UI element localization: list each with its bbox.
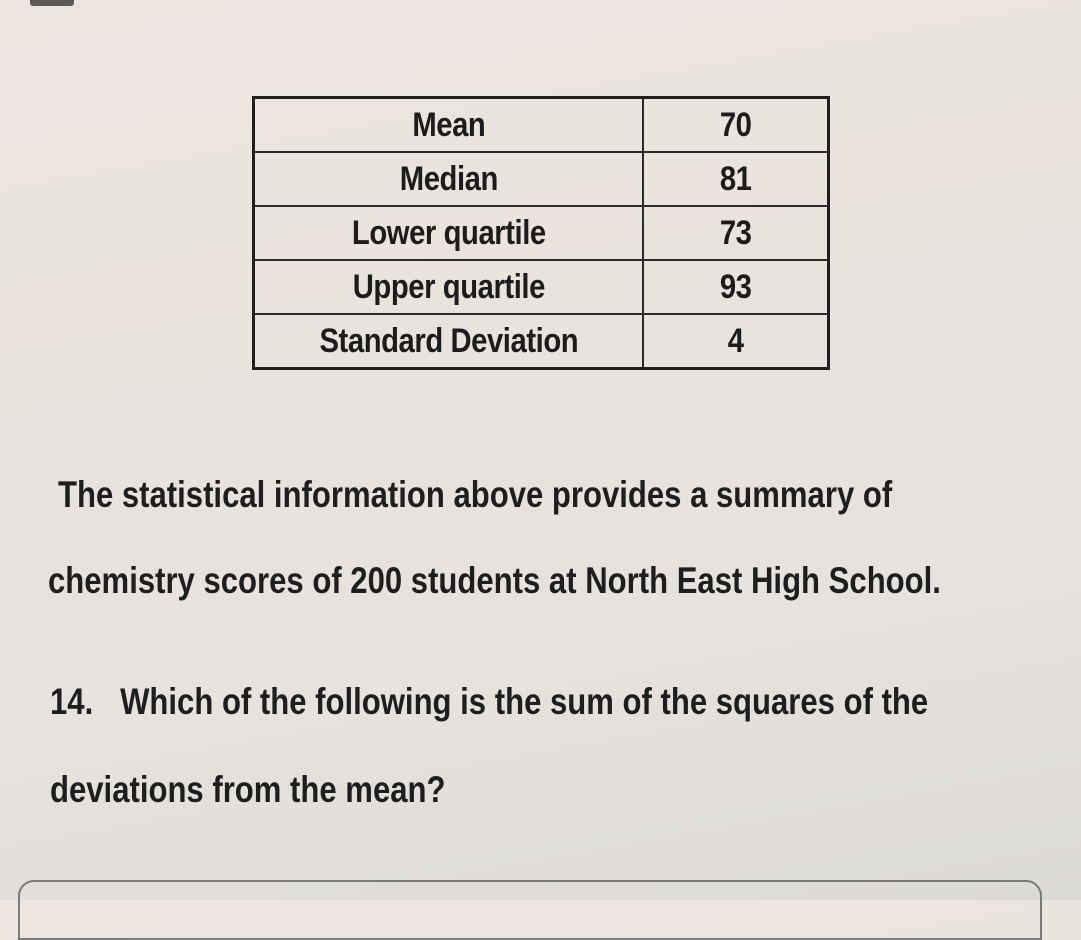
table-row (254, 152, 829, 206)
question-text-1: Which of the following is the sum of the squares of the (120, 681, 929, 722)
table-cell-label: Standard Deviation (281, 314, 616, 369)
table-row (254, 260, 829, 314)
table-row (254, 98, 829, 153)
table-row (254, 206, 829, 260)
table-cell-value: 93 (656, 260, 816, 314)
table-cell-value: 73 (656, 206, 816, 260)
page-edge-mark (30, 0, 74, 6)
table-row (254, 314, 829, 369)
table-cell-value: 4 (656, 314, 816, 369)
table-cell-label: Median (281, 152, 616, 206)
description-line-1: The statistical information above provides a summary of (58, 474, 893, 515)
table-cell-value: 70 (656, 98, 816, 153)
table-cell-label: Mean (281, 98, 616, 153)
question-line-1 (50, 683, 928, 720)
statistics-table (252, 96, 830, 370)
question-number: 14. (50, 681, 94, 722)
table-cell-value: 81 (656, 152, 816, 206)
question-line-2: deviations from the mean? (50, 769, 446, 810)
table-cell-label: Lower quartile (281, 206, 616, 260)
description-line-2: chemistry scores of 200 students at North East High School. (48, 560, 941, 601)
table-cell-label: Upper quartile (281, 260, 616, 314)
answer-choices-box (18, 880, 1042, 940)
